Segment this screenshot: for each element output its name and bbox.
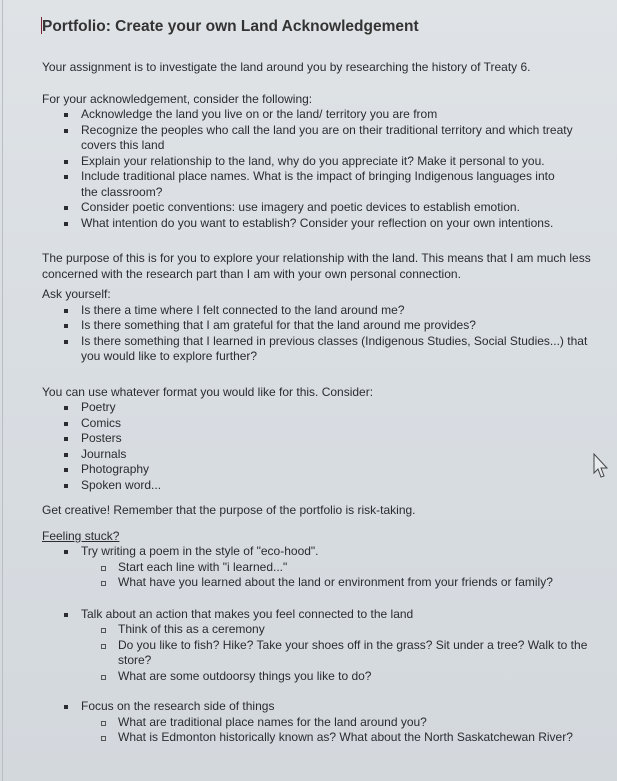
consider-item xyxy=(42,169,607,200)
creative-paragraph: Get creative! Remember that the purpose of the portfolio is risk-taking. xyxy=(42,503,416,517)
format-item-text: Poetry xyxy=(81,400,116,414)
bullet-icon xyxy=(64,222,68,226)
stuck-item-text: Talk about an action that makes you feel connected to the land xyxy=(81,606,414,621)
ask-heading: Ask yourself: xyxy=(42,287,111,301)
ask-list xyxy=(42,303,607,365)
format-item-text: Posters xyxy=(81,431,122,445)
bullet-icon xyxy=(64,160,68,164)
bullet-icon xyxy=(64,550,68,554)
stuck-subitem-text: What is Edmonton historically known as? What about the North Saskatchewan River? xyxy=(118,730,573,744)
stuck-subitem-text: Think of this as a ceremony xyxy=(118,622,265,636)
bullet-icon xyxy=(64,422,68,426)
sub-bullet-icon xyxy=(101,581,106,586)
bullet-icon xyxy=(64,437,68,441)
purpose-paragraph: The purpose of this is for you to explore your relationship with the land. This means that I am much less concerned with the research part than I am with your own personal connection. xyxy=(42,251,591,281)
sub-bullet-icon xyxy=(101,628,106,633)
ask-item-text: Is there something that I am grateful for that the land around me provides? xyxy=(81,318,476,332)
bullet-icon xyxy=(64,175,68,179)
format-item xyxy=(42,447,607,463)
format-item-text: Spoken word... xyxy=(81,477,162,492)
format-item-text: Comics xyxy=(81,415,122,430)
stuck-sublist xyxy=(81,715,607,746)
stuck-subitem xyxy=(81,669,607,685)
stuck-sublist xyxy=(81,560,607,591)
document-title: Portfolio: Create your own Land Acknowledgement xyxy=(42,18,419,35)
stuck-subitem xyxy=(81,622,607,638)
ask-item xyxy=(42,303,607,319)
ask-item xyxy=(42,318,607,334)
sub-bullet-icon xyxy=(101,644,106,649)
page-edge xyxy=(2,0,3,781)
consider-item-text: What intention do you want to establish? Consider your reflection on your own intentions. xyxy=(81,215,554,230)
bullet-icon xyxy=(64,613,68,617)
text-cursor xyxy=(41,17,42,34)
bullet-icon xyxy=(64,468,68,472)
bullet-icon xyxy=(64,113,68,117)
stuck-subitem-text: What are traditional place names for the land around you? xyxy=(118,714,427,729)
stuck-item xyxy=(42,699,607,746)
sub-bullet-icon xyxy=(101,675,106,680)
format-list xyxy=(42,400,607,493)
consider-heading: For your acknowledgement, consider the following: xyxy=(42,91,313,106)
ask-item-text: Is there something that I learned in previous classes (Indigenous Studies, Social Studies...) that you would like to explore further? xyxy=(81,333,588,363)
bullet-icon xyxy=(64,484,68,488)
format-item-text: Photography xyxy=(81,462,150,476)
stuck-heading: Feeling stuck? xyxy=(42,528,120,543)
bullet-icon xyxy=(64,324,68,328)
consider-item xyxy=(42,154,607,170)
intro-paragraph: Your assignment is to investigate the land around you by researching the history of Treaty 6. xyxy=(42,60,531,74)
sub-bullet-icon xyxy=(101,736,106,741)
bullet-icon xyxy=(64,129,68,133)
consider-item-text: Include traditional place names. What is the impact of bringing Indigenous languages into the classroom? xyxy=(81,169,555,199)
stuck-item-text: Focus on the research side of things xyxy=(81,699,275,713)
stuck-subitem xyxy=(81,638,607,669)
ask-item xyxy=(42,334,607,365)
format-heading: You can use whatever format you would like for this. Consider: xyxy=(42,384,374,399)
bullet-icon xyxy=(64,705,68,709)
format-item xyxy=(42,416,607,432)
consider-list xyxy=(42,107,607,231)
sub-bullet-icon xyxy=(101,566,106,571)
stuck-subitem-text: What are some outdoorsy things you like to do? xyxy=(118,668,372,683)
consider-item-text: Acknowledge the land you live on or the land/ territory you are from xyxy=(81,107,438,121)
stuck-subitem xyxy=(81,575,607,591)
stuck-subitem xyxy=(81,715,607,731)
format-item xyxy=(42,400,607,416)
sub-bullet-icon xyxy=(101,721,106,726)
stuck-subitem-text: What have you learned about the land or environment from your friends or family? xyxy=(118,575,553,589)
format-item xyxy=(42,431,607,447)
stuck-item-text: Try writing a poem in the style of "eco-hood". xyxy=(81,544,319,558)
bullet-icon xyxy=(64,406,68,410)
consider-item xyxy=(42,200,607,216)
format-item-text: Journals xyxy=(81,446,127,461)
bullet-icon xyxy=(64,206,68,210)
ask-item-text: Is there a time where I felt connected to the land around me? xyxy=(81,302,405,317)
stuck-subitem-text: Start each line with "i learned..." xyxy=(118,559,288,574)
consider-item-text: Explain your relationship to the land, why do you appreciate it? Make it personal to you. xyxy=(81,153,545,168)
consider-item-text: Consider poetic conventions: use imagery and poetic devices to establish emotion. xyxy=(81,200,520,214)
stuck-item xyxy=(42,607,607,685)
bullet-icon xyxy=(64,453,68,457)
stuck-subitem xyxy=(81,560,607,576)
consider-item xyxy=(42,123,607,154)
stuck-subitem-text: Do you like to fish? Hike? Take your shoes off in the grass? Sit under a tree? Walk to the store? xyxy=(118,637,588,667)
consider-item xyxy=(42,107,607,123)
format-item xyxy=(42,462,607,478)
stuck-list xyxy=(42,544,607,746)
stuck-subitem xyxy=(81,730,607,746)
format-item xyxy=(42,478,607,494)
bullet-icon xyxy=(64,340,68,344)
stuck-item xyxy=(42,544,607,591)
mouse-pointer-icon xyxy=(593,453,609,479)
consider-item xyxy=(42,216,607,232)
bullet-icon xyxy=(64,309,68,313)
consider-item-text: Recognize the peoples who call the land you are on their traditional territory and which treaty covers this land xyxy=(81,122,573,152)
stuck-sublist xyxy=(81,622,607,684)
